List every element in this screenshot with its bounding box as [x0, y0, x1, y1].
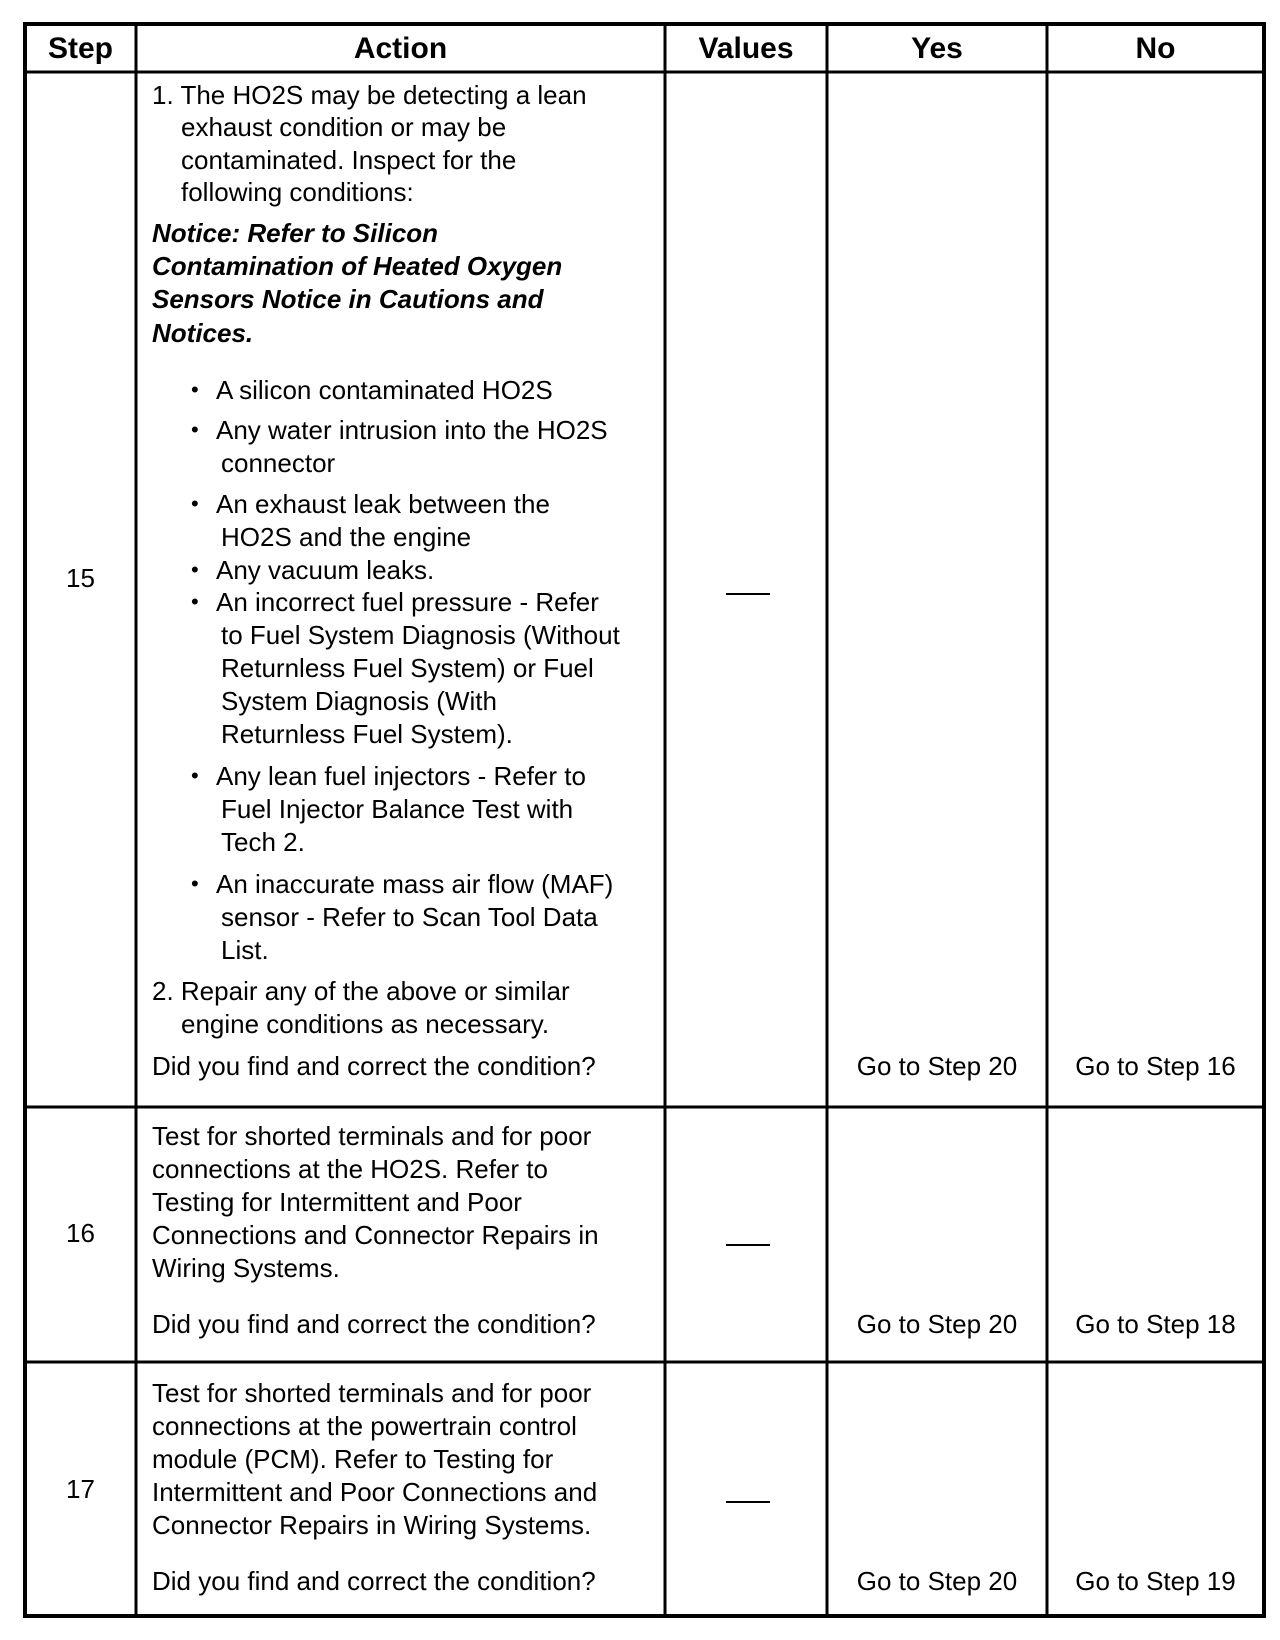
bullet-text: Any water intrusion into the HO2S — [216, 415, 608, 445]
values-dash — [726, 1244, 770, 1246]
bullet-icon: • — [191, 491, 199, 516]
action-line: 1. The HO2S may be detecting a lean — [152, 80, 587, 110]
bullet-text: Tech 2. — [221, 827, 305, 857]
bullet-icon: • — [191, 417, 199, 442]
bullet-text: sensor - Refer to Scan Tool Data — [221, 902, 598, 932]
bullet-icon: • — [191, 377, 199, 402]
action-line: exhaust condition or may be — [181, 112, 507, 142]
yes-link[interactable]: Go to Step 20 — [856, 1566, 1018, 1596]
header-yes: Yes — [911, 32, 963, 65]
action-line: following conditions: — [181, 177, 414, 207]
action-question: Did you find and correct the condition? — [152, 1309, 596, 1339]
action-line: Test for shorted terminals and for poor — [152, 1378, 592, 1408]
values-dash — [726, 593, 770, 595]
bullet-text: HO2S and the engine — [221, 522, 472, 552]
header-values: Values — [698, 32, 794, 65]
step-number: 16 — [66, 1218, 95, 1248]
bullet-text: System Diagnosis (With — [221, 686, 497, 716]
bullet-text: Any vacuum leaks. — [216, 555, 435, 585]
bullet-text: A silicon contaminated HO2S — [216, 375, 553, 405]
action-question: Did you find and correct the condition? — [152, 1051, 596, 1081]
no-link[interactable]: Go to Step 19 — [1075, 1566, 1236, 1596]
action-line: 2. Repair any of the above or similar — [152, 976, 570, 1006]
bullet-icon: • — [191, 763, 199, 788]
bullet-text: An inaccurate mass air flow (MAF) — [216, 869, 614, 899]
action-line: Intermittent and Poor Connections and — [152, 1477, 598, 1507]
bullet-icon: • — [191, 557, 199, 582]
bullet-text: Returnless Fuel System) or Fuel — [221, 653, 594, 683]
action-line: Connections and Connector Repairs in — [152, 1220, 599, 1250]
step-number: 17 — [66, 1474, 95, 1504]
action-line: connections at the HO2S. Refer to — [152, 1154, 548, 1184]
bullet-icon: • — [191, 589, 199, 614]
bullet-text: An exhaust leak between the — [216, 489, 550, 519]
bullet-text: List. — [221, 935, 269, 965]
action-line: Test for shorted terminals and for poor — [152, 1121, 592, 1151]
action-line: Connector Repairs in Wiring Systems. — [152, 1510, 592, 1540]
action-line: contaminated. Inspect for the — [181, 145, 517, 175]
no-link[interactable]: Go to Step 18 — [1075, 1309, 1236, 1339]
header-step: Step — [47, 32, 113, 65]
bullet-text: An incorrect fuel pressure - Refer — [216, 587, 599, 617]
action-line: connections at the powertrain control — [152, 1411, 577, 1441]
step-number: 15 — [66, 563, 95, 593]
action-line: Wiring Systems. — [152, 1253, 340, 1283]
values-dash — [726, 1501, 770, 1503]
bullet-icon: • — [191, 871, 199, 896]
notice-line: Sensors Notice in Cautions and — [152, 284, 544, 314]
bullet-text: connector — [221, 448, 336, 478]
bullet-text: Returnless Fuel System). — [221, 719, 513, 749]
action-line: engine conditions as necessary. — [181, 1009, 550, 1039]
notice-line: Notices. — [152, 318, 254, 348]
no-link[interactable]: Go to Step 16 — [1075, 1051, 1236, 1081]
action-line: Testing for Intermittent and Poor — [152, 1187, 522, 1217]
header-action: Action — [353, 32, 448, 65]
notice-line: Contamination of Heated Oxygen — [152, 251, 563, 281]
action-line: module (PCM). Refer to Testing for — [152, 1444, 554, 1474]
yes-link[interactable]: Go to Step 20 — [856, 1309, 1018, 1339]
notice-line: Notice: Refer to Silicon — [152, 218, 439, 248]
yes-link[interactable]: Go to Step 20 — [856, 1051, 1018, 1081]
bullet-text: to Fuel System Diagnosis (Without — [221, 620, 620, 650]
bullet-text: Any lean fuel injectors - Refer to — [216, 761, 586, 791]
action-question: Did you find and correct the condition? — [152, 1566, 596, 1596]
bullet-text: Fuel Injector Balance Test with — [221, 794, 574, 824]
header-no: No — [1135, 32, 1176, 65]
